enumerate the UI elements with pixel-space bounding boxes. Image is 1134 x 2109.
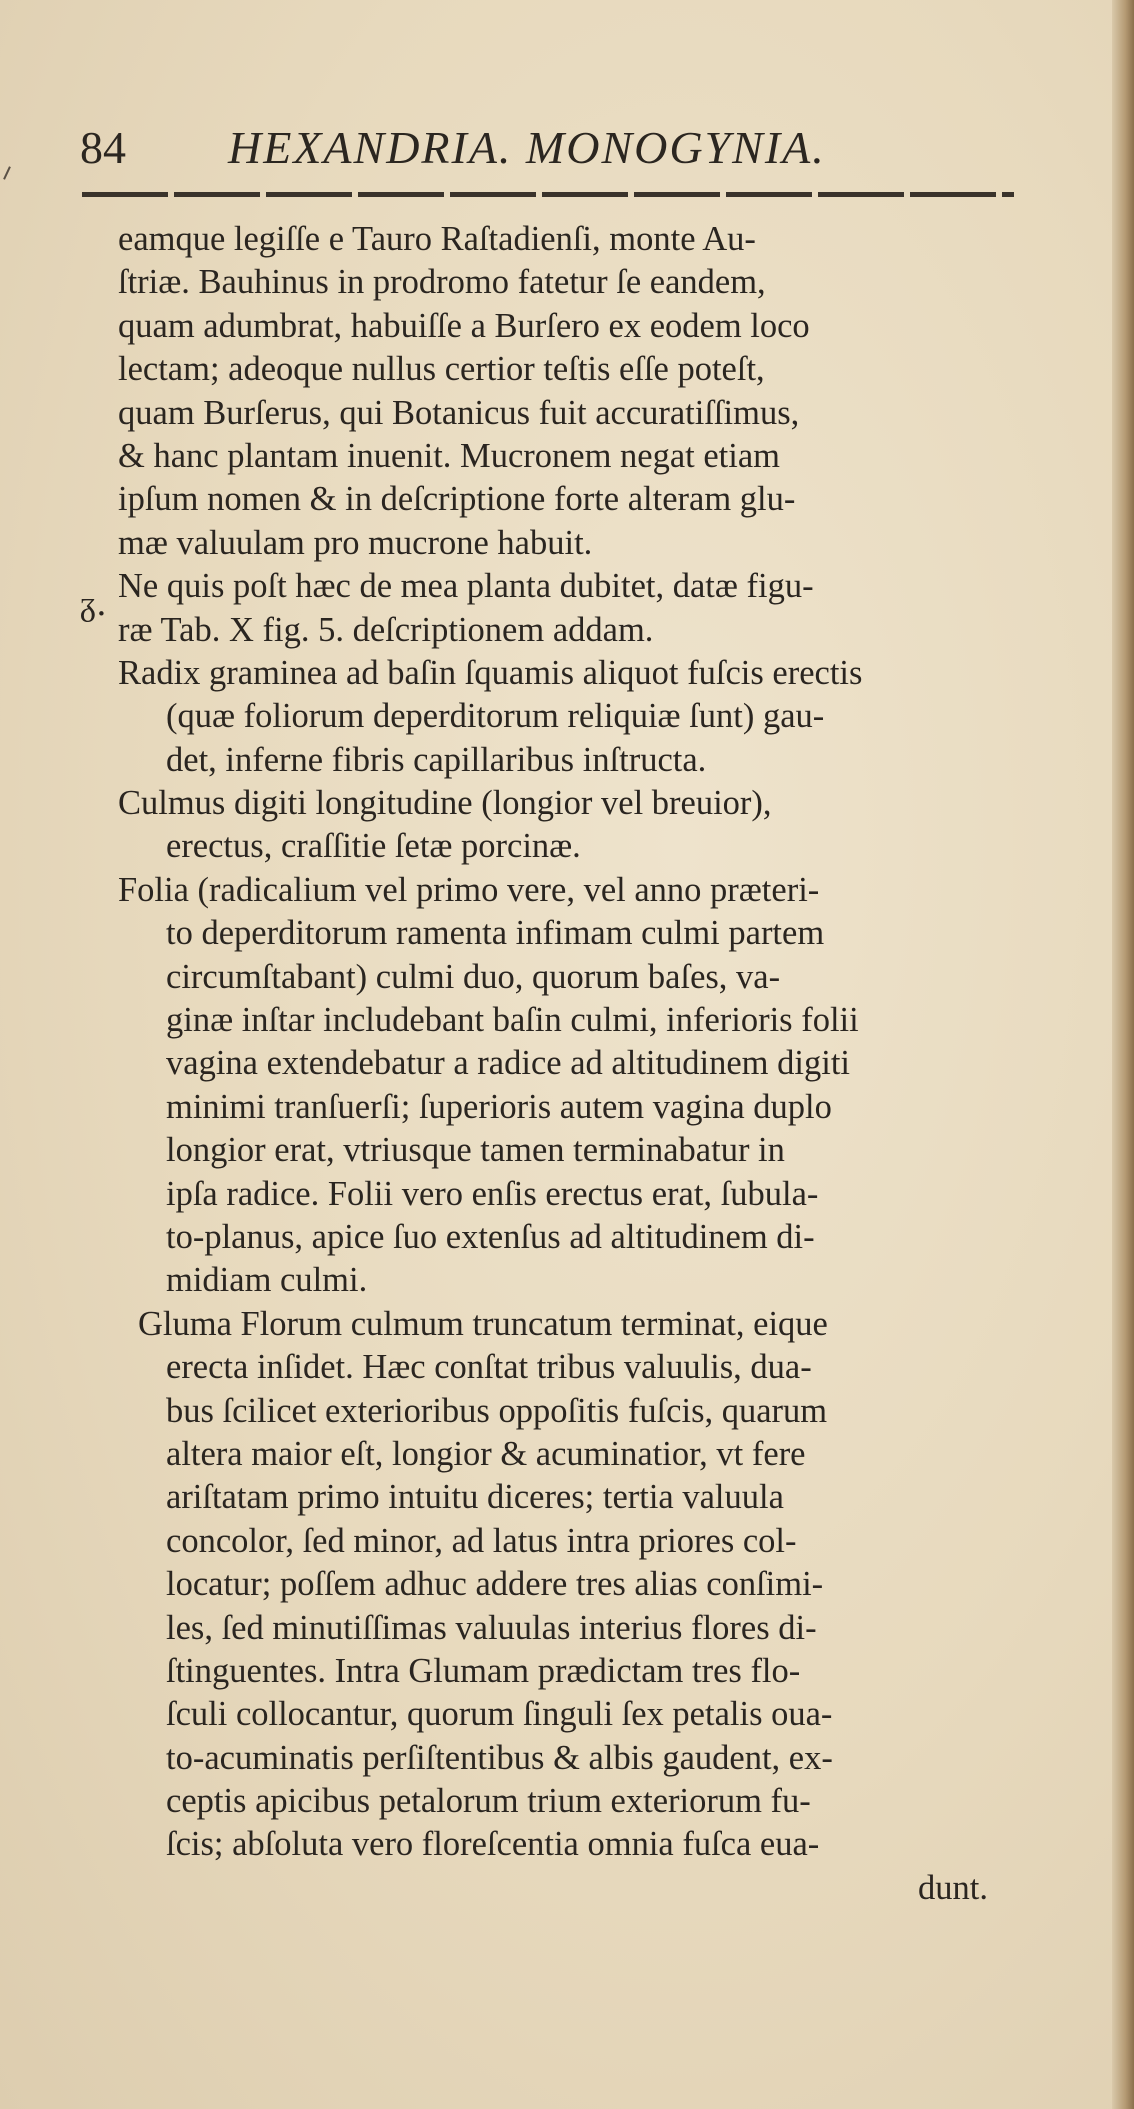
text-line: quam adumbrat, habuiſſe a Burſero ex eodem loco <box>118 306 810 345</box>
text-line: to deperditorum ramenta infimam culmi partem <box>166 914 825 953</box>
text-line: to-planus, apice ſuo extenſus ad altitudinem di- <box>166 1217 815 1256</box>
page-number: 84 <box>80 122 126 173</box>
text-line: det, inferne fibris capillaribus inſtructa. <box>166 740 707 779</box>
text-line: vagina extendebatur a radice ad altitudinem digiti <box>166 1044 850 1083</box>
text-line: ceptis apicibus petalorum trium exteriorum fu- <box>166 1782 811 1821</box>
text-line: dunt. <box>918 1868 988 1907</box>
text-line: Gluma Florum culmum truncatum terminat, eique <box>138 1304 828 1343</box>
text-line: ſtinguentes. Intra Glumam prædictam tres flo- <box>166 1651 801 1690</box>
text-line: quam Burſerus, qui Botanicus fuit accuratiſſimus, <box>118 393 800 432</box>
text-line: ſculi collocantur, quorum ſinguli ſex petalis oua- <box>166 1695 833 1734</box>
text-line: locatur; poſſem adhuc addere tres alias conſimi- <box>166 1565 824 1604</box>
text-line: midiam culmi. <box>166 1261 368 1300</box>
text-line: ſcis; abſoluta vero floreſcentia omnia fuſca eua- <box>166 1825 820 1864</box>
text-line: bus ſcilicet exterioribus oppoſitis fuſcis, quarum <box>166 1391 828 1430</box>
page-edge <box>1112 0 1134 2109</box>
text-line: Culmus digiti longitudine (longior vel breuior), <box>118 784 772 823</box>
body-text <box>118 218 1038 1910</box>
text-line: les, ſed minutiſſimas valuulas interius flores di- <box>166 1608 817 1647</box>
text-line: Folia (radicalium vel primo vere, vel anno præteri- <box>118 870 820 909</box>
text-line: altera maior eſt, longior & acuminatior, vt fere <box>166 1434 806 1473</box>
text-line: & hanc plantam inuenit. Mucronem negat etiam <box>118 436 781 475</box>
header-rule <box>82 192 1014 197</box>
text-line: concolor, ſed minor, ad latus intra priores col- <box>166 1521 797 1560</box>
text-line: eamque legiſſe e Tauro Raſtadienſi, monte Au- <box>118 220 756 258</box>
text-line: ræ Tab. X fig. 5. deſcriptionem addam. <box>118 610 654 649</box>
text-line: lectam; adeoque nullus certior teſtis eſſe poteſt, <box>118 350 765 389</box>
text-line: erectus, craſſitie ſetæ porcinæ. <box>166 827 581 866</box>
text-line: ariſtatam primo intuitu diceres; tertia valuula <box>166 1478 784 1517</box>
text-line: (quæ foliorum deperditorum reliquiæ ſunt) gau- <box>166 697 825 736</box>
text-line: ſtriæ. Bauhinus in prodromo fatetur ſe eandem, <box>118 263 766 302</box>
running-title: HEXANDRIA. MONOGYNIA. <box>228 122 826 173</box>
page-header <box>80 118 1040 178</box>
text-line: erecta inſidet. Hæc conſtat tribus valuulis, dua- <box>166 1348 812 1387</box>
text-line: Radix graminea ad baſin ſquamis aliquot fuſcis erectis <box>118 653 863 692</box>
text-line: Ne quis poſt hæc de mea planta dubitet, datæ figu- <box>118 567 814 606</box>
text-line: ipſum nomen & in deſcriptione forte alteram glu- <box>118 480 796 519</box>
text-line: ginæ inſtar includebant baſin culmi, inferioris folii <box>166 1001 859 1040</box>
text-line: to-acuminatis perſiſtentibus & albis gaudent, ex- <box>166 1738 833 1777</box>
text-line: ipſa radice. Folii vero enſis erectus erat, ſubula- <box>166 1174 819 1213</box>
text-line: circumſtabant) culmi duo, quorum baſes, va- <box>166 957 781 996</box>
text-line: mæ valuulam pro mucrone habuit. <box>118 523 593 562</box>
text-line: minimi tranſuerſi; ſuperioris autem vagina duplo <box>166 1087 832 1126</box>
text-line: longior erat, vtriusque tamen terminabatur in <box>166 1131 785 1170</box>
section-marker: ᵹ. <box>80 584 107 624</box>
